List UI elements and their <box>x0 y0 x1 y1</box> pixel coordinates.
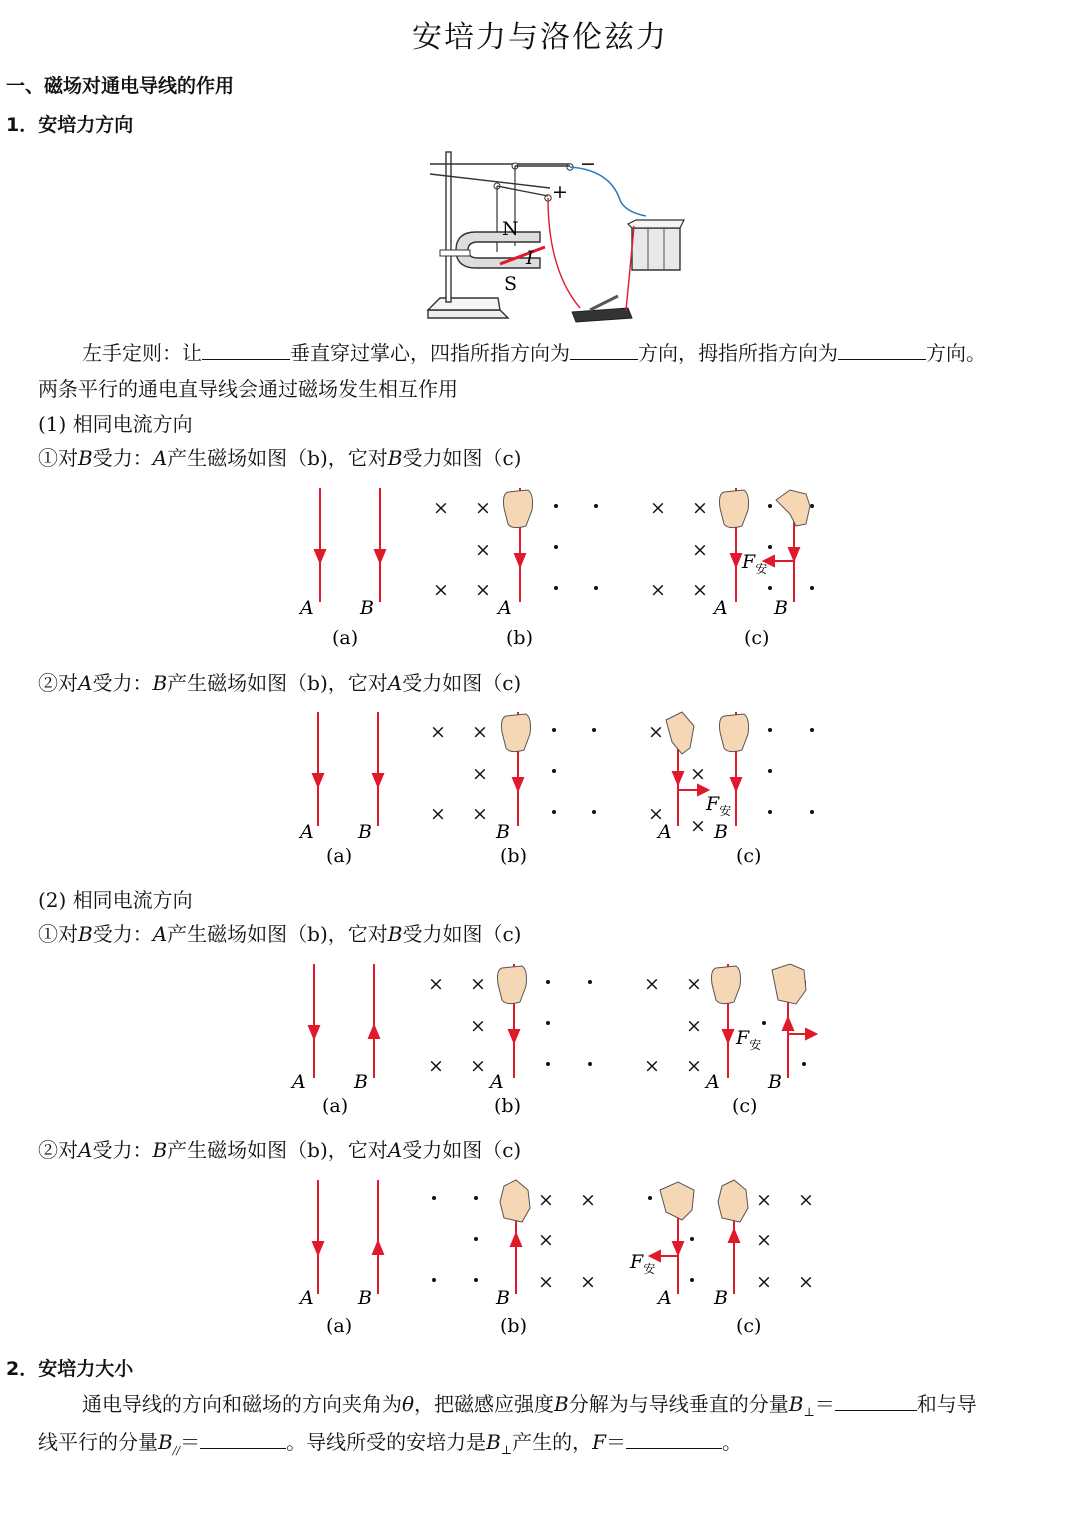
blank-field[interactable] <box>202 341 290 360</box>
svg-text:×: × <box>538 1189 554 1211</box>
blank-B-parallel[interactable] <box>200 1430 286 1449</box>
svg-text:×: × <box>475 539 491 561</box>
svg-text:×: × <box>430 803 446 825</box>
svg-text:×: × <box>690 815 706 837</box>
plus-terminal-label: + <box>552 181 568 203</box>
force-label: $F_安$ <box>742 551 768 576</box>
svg-text:×: × <box>472 803 488 825</box>
svg-text:×: × <box>428 1055 444 1077</box>
svg-text:B: B <box>360 597 374 619</box>
blank-force[interactable] <box>626 1430 722 1449</box>
svg-text:A: A <box>292 1071 306 1093</box>
question-force-on-B-1: ①对B受力：A产生磁场如图（b)，它对B受力如图（c) <box>38 446 522 470</box>
svg-text:×: × <box>433 497 449 519</box>
figure-2 <box>290 708 830 878</box>
blank-four-fingers[interactable] <box>570 341 638 360</box>
question-force-on-B-2: ①对B受力：A产生磁场如图（b)，它对B受力如图（c) <box>38 922 522 946</box>
figure-1 <box>290 484 830 654</box>
svg-text:A: A <box>658 821 672 843</box>
svg-text:A: A <box>706 1071 720 1093</box>
svg-text:×: × <box>690 763 706 785</box>
svg-text:B: B <box>496 821 510 843</box>
svg-text:B: B <box>768 1071 782 1093</box>
svg-text:×: × <box>756 1189 772 1211</box>
rule-text-2: 垂直穿过掌心，四指所指方向为 <box>290 341 570 365</box>
question-force-on-A-1: ②对A受力：B产生磁场如图（b)，它对A受力如图（c) <box>38 671 522 695</box>
magnet-south-label: S <box>504 273 518 295</box>
svg-text:×: × <box>756 1229 772 1251</box>
rule-text-1: 左手定则：让 <box>82 341 202 365</box>
svg-text:F安: $F_安$ <box>706 793 732 818</box>
svg-text:×: × <box>433 579 449 601</box>
svg-text:×: × <box>538 1271 554 1293</box>
svg-text:(c): (c) <box>732 1095 758 1117</box>
svg-text:×: × <box>475 497 491 519</box>
case-2-heading: (2) 相同电流方向 <box>38 888 193 912</box>
svg-text:(c): (c) <box>744 627 770 649</box>
svg-text:A: A <box>498 597 512 619</box>
current-label: I <box>526 247 534 269</box>
rule-text-4: 方向。 <box>926 341 986 365</box>
svg-text:×: × <box>692 497 708 519</box>
subsection-heading-direction: 1．安培力方向 <box>6 114 134 136</box>
svg-text:×: × <box>798 1189 814 1211</box>
svg-text:(a): (a) <box>326 1315 353 1337</box>
svg-text:×: × <box>648 803 664 825</box>
svg-text:×: × <box>648 721 664 743</box>
svg-text:×: × <box>580 1271 596 1293</box>
svg-text:×: × <box>650 497 666 519</box>
svg-text:F安: $F_安$ <box>630 1251 656 1276</box>
apparatus-illustration <box>420 150 690 330</box>
svg-text:(b): (b) <box>500 1315 527 1337</box>
svg-text:×: × <box>686 1055 702 1077</box>
blank-B-perp[interactable] <box>835 1392 917 1411</box>
left-hand-rule-line <box>82 341 986 365</box>
magnitude-line-1: 通电导线的方向和磁场的方向夹角为θ，把磁感应强度B分解为与导线垂直的分量$B_\perp=$ 和与导 <box>82 1392 977 1419</box>
svg-text:×: × <box>756 1271 772 1293</box>
svg-text:A: A <box>714 597 728 619</box>
svg-text:×: × <box>644 1055 660 1077</box>
svg-text:×: × <box>470 973 486 995</box>
figure-3 <box>284 960 824 1120</box>
magnitude-line-2: 线平行的分量$B_{//}=$ 。导线所受的安培力是$B_\perp$产生的，F＝ 。 <box>38 1430 743 1457</box>
svg-text:A: A <box>300 821 314 843</box>
svg-text:(b): (b) <box>500 845 527 867</box>
svg-text:×: × <box>650 579 666 601</box>
svg-text:A: A <box>300 1287 314 1309</box>
svg-text:(c): (c) <box>736 1315 762 1337</box>
svg-text:B: B <box>496 1287 510 1309</box>
minus-terminal-label: − <box>580 153 596 175</box>
svg-text:F安: $F_安$ <box>736 1027 762 1052</box>
question-force-on-A-2: ②对A受力：B产生磁场如图（b)，它对A受力如图（c) <box>38 1138 522 1162</box>
svg-text:×: × <box>692 579 708 601</box>
svg-text:(a): (a) <box>322 1095 349 1117</box>
svg-text:×: × <box>472 763 488 785</box>
svg-text:(b): (b) <box>494 1095 521 1117</box>
svg-text:B: B <box>358 1287 372 1309</box>
svg-text:(b): (b) <box>506 627 533 649</box>
svg-text:A: A <box>300 597 314 619</box>
svg-text:×: × <box>475 579 491 601</box>
svg-text:B: B <box>714 821 728 843</box>
svg-text:A: A <box>490 1071 504 1093</box>
svg-text:×: × <box>470 1055 486 1077</box>
svg-text:×: × <box>644 973 660 995</box>
svg-text:×: × <box>538 1229 554 1251</box>
svg-text:B: B <box>714 1287 728 1309</box>
svg-text:A: A <box>658 1287 672 1309</box>
rule-text-3: 方向，拇指所指方向为 <box>638 341 838 365</box>
svg-text:(a): (a) <box>332 627 359 649</box>
magnet-north-label: N <box>502 218 519 240</box>
svg-text:×: × <box>472 721 488 743</box>
figure-4 <box>290 1176 830 1340</box>
case-1-heading: (1) 相同电流方向 <box>38 412 193 436</box>
section-heading: 一、磁场对通电导线的作用 <box>6 75 235 97</box>
subsection-heading-magnitude: 2．安培力大小 <box>6 1358 134 1380</box>
svg-text:×: × <box>686 973 702 995</box>
svg-text:×: × <box>686 1015 702 1037</box>
svg-text:(a): (a) <box>326 845 353 867</box>
blank-thumb[interactable] <box>838 341 926 360</box>
page-title: 安培力与洛伦兹力 <box>412 20 668 55</box>
svg-text:×: × <box>580 1189 596 1211</box>
svg-text:B: B <box>774 597 788 619</box>
svg-text:B: B <box>354 1071 368 1093</box>
parallel-wires-text: 两条平行的通电直导线会通过磁场发生相互作用 <box>38 377 458 401</box>
svg-text:×: × <box>470 1015 486 1037</box>
svg-text:×: × <box>798 1271 814 1293</box>
svg-text:×: × <box>692 539 708 561</box>
svg-text:×: × <box>430 721 446 743</box>
svg-text:B: B <box>358 821 372 843</box>
svg-text:(c): (c) <box>736 845 762 867</box>
svg-text:×: × <box>428 973 444 995</box>
